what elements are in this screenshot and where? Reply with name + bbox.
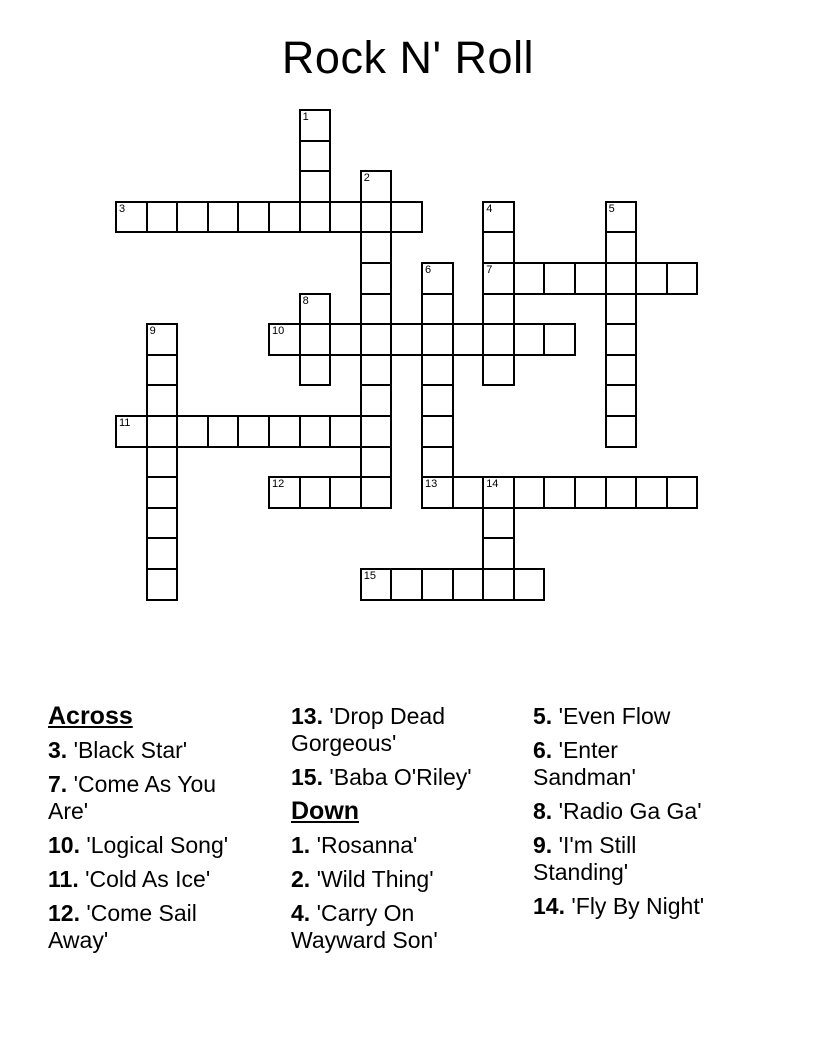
cell-number: 12 — [272, 478, 285, 491]
clue-number: 12. — [48, 900, 80, 926]
cell-number: 4 — [486, 202, 493, 215]
grid-cell — [421, 323, 454, 356]
grid-cell — [482, 537, 515, 570]
grid-cell — [360, 384, 393, 417]
grid-cell — [360, 323, 393, 356]
grid-cell — [605, 201, 638, 234]
cell-number: 13 — [425, 478, 438, 491]
grid-cell — [390, 323, 423, 356]
grid-cell — [268, 201, 301, 234]
clue-number: 6. — [533, 737, 553, 763]
clue-15: 15. 'Baba O'Riley' — [291, 764, 472, 790]
grid-cell — [360, 262, 393, 295]
grid-cell — [482, 231, 515, 264]
grid-cell — [360, 170, 393, 203]
grid-cell — [574, 476, 607, 509]
grid-cell — [452, 568, 485, 601]
cell-number: 11 — [119, 417, 131, 429]
clue-12: 12. 'Come Sail Away' — [48, 900, 197, 953]
clue-number: 9. — [533, 832, 553, 858]
grid-cell — [299, 140, 332, 173]
grid-cell — [146, 537, 179, 570]
grid-cell — [176, 415, 209, 448]
cell-number: 3 — [119, 202, 126, 215]
across-heading: Across — [48, 702, 133, 730]
clue-number: 5. — [533, 703, 553, 729]
grid-cell — [360, 476, 393, 509]
grid-cell — [482, 507, 515, 540]
clue-14: 14. 'Fly By Night' — [533, 893, 705, 919]
grid-cell — [299, 170, 332, 203]
grid-cell — [299, 109, 332, 142]
grid-cell — [482, 201, 515, 234]
puzzle-title: Rock N' Roll — [281, 32, 535, 83]
grid-cell — [329, 476, 362, 509]
grid-cell — [146, 476, 179, 509]
grid-cell — [329, 201, 362, 234]
grid-cell — [605, 384, 638, 417]
grid-cell — [605, 354, 638, 387]
grid-cell — [115, 415, 148, 448]
grid-cell — [605, 476, 638, 509]
grid-cell — [299, 323, 332, 356]
grid-cell — [390, 201, 423, 234]
grid-cell — [574, 262, 607, 295]
grid-cell — [421, 354, 454, 387]
grid-cell — [421, 415, 454, 448]
grid-cell — [605, 323, 638, 356]
clue-9: 9. 'I'm Still Standing' — [533, 832, 637, 885]
down-heading: Down — [291, 797, 360, 825]
clue-4: 4. 'Carry On Wayward Son' — [291, 900, 438, 953]
clue-number: 8. — [533, 798, 553, 824]
grid-cell — [421, 262, 454, 295]
cell-number: 15 — [363, 570, 377, 582]
grid-cell — [329, 323, 362, 356]
grid-cell — [299, 476, 332, 509]
clue-number: 15. — [291, 764, 323, 790]
grid-cell — [360, 354, 393, 387]
grid-cell — [635, 262, 668, 295]
clue-6: 6. 'Enter Sandman' — [533, 737, 636, 790]
clue-1: 1. 'Rosanna' — [291, 832, 418, 858]
grid-cell — [482, 293, 515, 326]
clue-number: 11. — [48, 866, 79, 892]
cell-number: 8 — [302, 294, 309, 307]
grid-cell — [605, 231, 638, 264]
clues-column-2 — [291, 703, 529, 961]
cell-number: 6 — [425, 264, 432, 276]
grid-cell — [513, 476, 546, 509]
grid-cell — [666, 476, 699, 509]
crossword-grid — [116, 110, 700, 602]
grid-cell — [237, 201, 270, 234]
grid-cell — [268, 415, 301, 448]
grid-cell — [237, 415, 270, 448]
grid-cell — [482, 568, 515, 601]
cell-number: 10 — [272, 325, 285, 338]
grid-cell — [390, 568, 423, 601]
clue-number: 7. — [48, 771, 68, 797]
clue-number: 3. — [48, 737, 68, 763]
grid-cell — [543, 476, 576, 509]
grid-cell — [360, 446, 393, 479]
clues-column-3 — [533, 703, 771, 927]
clue-number: 14. — [533, 893, 565, 919]
grid-cell — [421, 293, 454, 326]
grid-cell — [421, 384, 454, 417]
clues-column-1 — [48, 703, 288, 961]
grid-cell — [299, 293, 332, 326]
clue-8: 8. 'Radio Ga Ga' — [533, 798, 702, 824]
grid-cell — [146, 415, 179, 448]
grid-cell — [605, 262, 638, 295]
cell-number: 7 — [486, 264, 493, 276]
grid-cell — [635, 476, 668, 509]
cell-number: 5 — [608, 202, 615, 215]
grid-cell — [299, 354, 332, 387]
grid-cell — [115, 201, 148, 234]
grid-cell — [543, 323, 576, 356]
grid-cell — [299, 415, 332, 448]
cell-number: 2 — [363, 172, 370, 185]
grid-cell — [360, 568, 393, 601]
clue-number: 4. — [291, 900, 311, 926]
clue-10: 10. 'Logical Song' — [48, 832, 229, 858]
grid-cell — [513, 323, 546, 356]
cell-number: 14 — [486, 478, 499, 491]
cell-number: 9 — [149, 325, 156, 338]
grid-cell — [360, 201, 393, 234]
grid-cell — [482, 354, 515, 387]
clue-number: 1. — [291, 832, 311, 858]
clue-2: 2. 'Wild Thing' — [291, 866, 434, 892]
grid-cell — [146, 201, 179, 234]
grid-cell — [207, 201, 240, 234]
grid-cell — [146, 354, 179, 387]
grid-cell — [605, 415, 638, 448]
cell-number: 1 — [302, 111, 309, 123]
grid-cell — [421, 568, 454, 601]
grid-cell — [299, 201, 332, 234]
clue-13: 13. 'Drop Dead Gorgeous' — [291, 703, 445, 756]
grid-cell — [452, 476, 485, 509]
grid-cell — [146, 384, 179, 417]
grid-cell — [605, 293, 638, 326]
grid-cell — [482, 323, 515, 356]
grid-cell — [543, 262, 576, 295]
grid-cell — [421, 446, 454, 479]
grid-cell — [360, 231, 393, 264]
grid-cell — [329, 415, 362, 448]
grid-cell — [207, 415, 240, 448]
grid-cell — [146, 446, 179, 479]
grid-cell — [421, 476, 454, 509]
grid-cell — [268, 476, 301, 509]
grid-cell — [513, 568, 546, 601]
grid-cell — [146, 568, 179, 601]
clue-number: 2. — [291, 866, 311, 892]
clue-3: 3. 'Black Star' — [48, 737, 188, 763]
grid-cell — [666, 262, 699, 295]
grid-cell — [513, 262, 546, 295]
grid-cell — [452, 323, 485, 356]
clue-5: 5. 'Even Flow — [533, 703, 671, 729]
grid-cell — [176, 201, 209, 234]
grid-cell — [268, 323, 301, 356]
clue-11: 11. 'Cold As Ice' — [48, 866, 211, 892]
grid-cell — [482, 262, 515, 295]
clue-7: 7. 'Come As You Are' — [48, 771, 217, 824]
grid-cell — [146, 507, 179, 540]
grid-cell — [360, 293, 393, 326]
grid-cell — [482, 476, 515, 509]
grid-cell — [146, 323, 179, 356]
clue-number: 10. — [48, 832, 80, 858]
grid-cell — [360, 415, 393, 448]
clue-number: 13. — [291, 703, 323, 729]
